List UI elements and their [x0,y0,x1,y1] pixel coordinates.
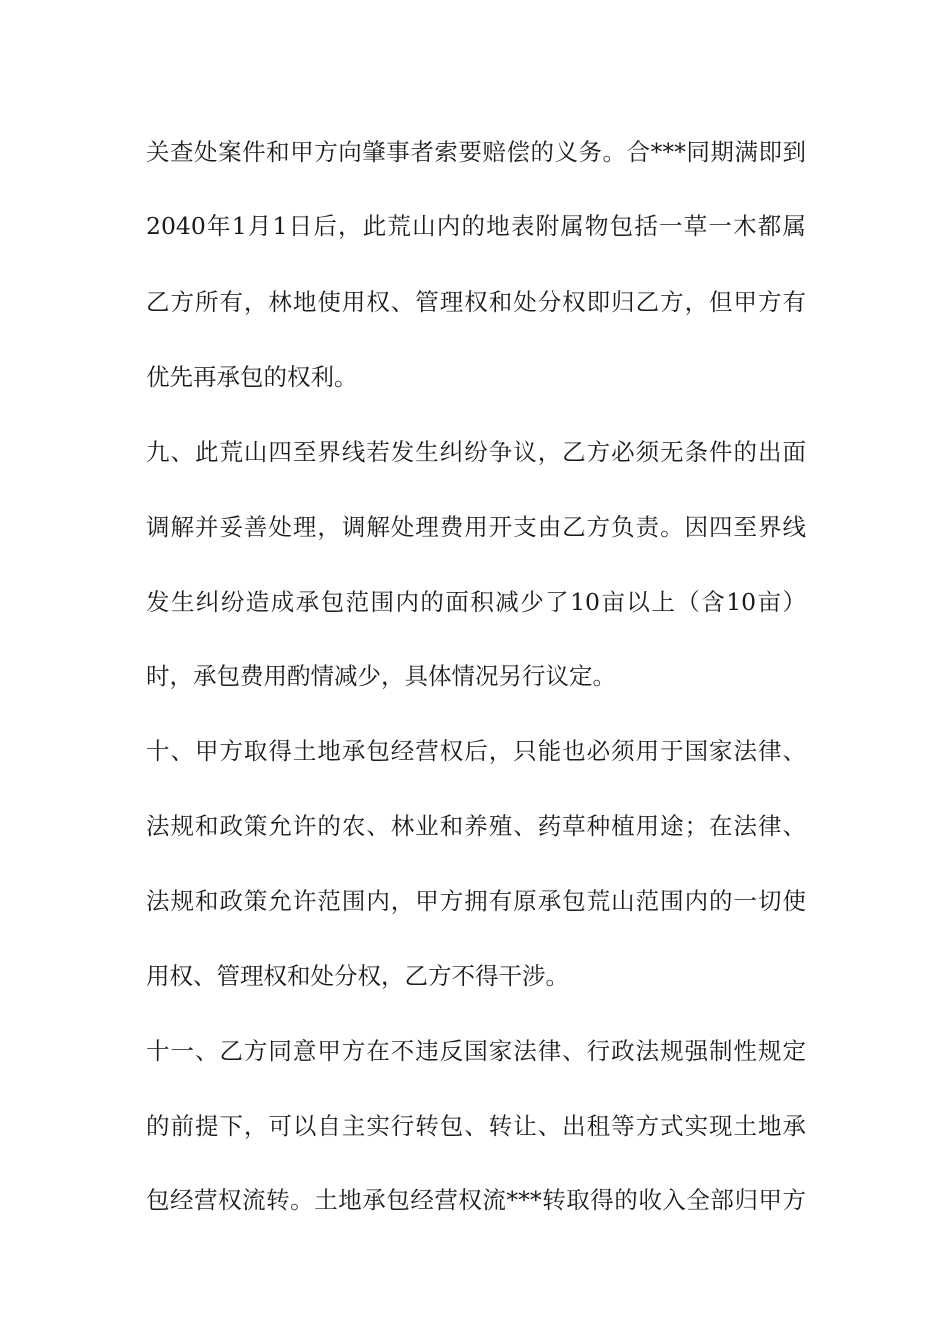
text-line: 发生纠纷造成承包范围内的面积减少了10亩以上（含10亩） [146,588,806,616]
text-line: 优先再承包的权利。 [146,363,358,391]
text-line: 用权、管理权和处分权，乙方不得干涉。 [146,962,569,990]
text-line: 法规和政策允许的农、林业和养殖、药草种植用途；在法律、 [146,812,806,840]
text-line: 九、此荒山四至界线若发生纠纷争议，乙方必须无条件的出面 [146,438,806,466]
text-line: 关查处案件和甲方向肇事者索要赔偿的义务。合***同期满即到 [146,138,806,166]
text-line: 乙方所有，林地使用权、管理权和处分权即归乙方，但甲方有 [146,288,806,316]
text-line: 十一、乙方同意甲方在不违反国家法律、行政法规强制性规定 [146,1037,806,1065]
text-line: 法规和政策允许范围内，甲方拥有原承包荒山范围内的一切使 [146,887,806,915]
text-line: 调解并妥善处理，调解处理费用开支由乙方负责。因四至界线 [146,513,806,541]
text-line: 的前提下，可以自主实行转包、转让、出租等方式实现土地承 [146,1112,806,1140]
text-line: 包经营权流转。土地承包经营权流***转取得的收入全部归甲方 [146,1186,806,1214]
text-line: 2040年1月1日后，此荒山内的地表附属物包括一草一木都属 [146,212,806,240]
text-line: 十、甲方取得土地承包经营权后，只能也必须用于国家法律、 [146,737,806,765]
text-line: 时，承包费用酌情减少，具体情况另行议定。 [146,662,616,690]
